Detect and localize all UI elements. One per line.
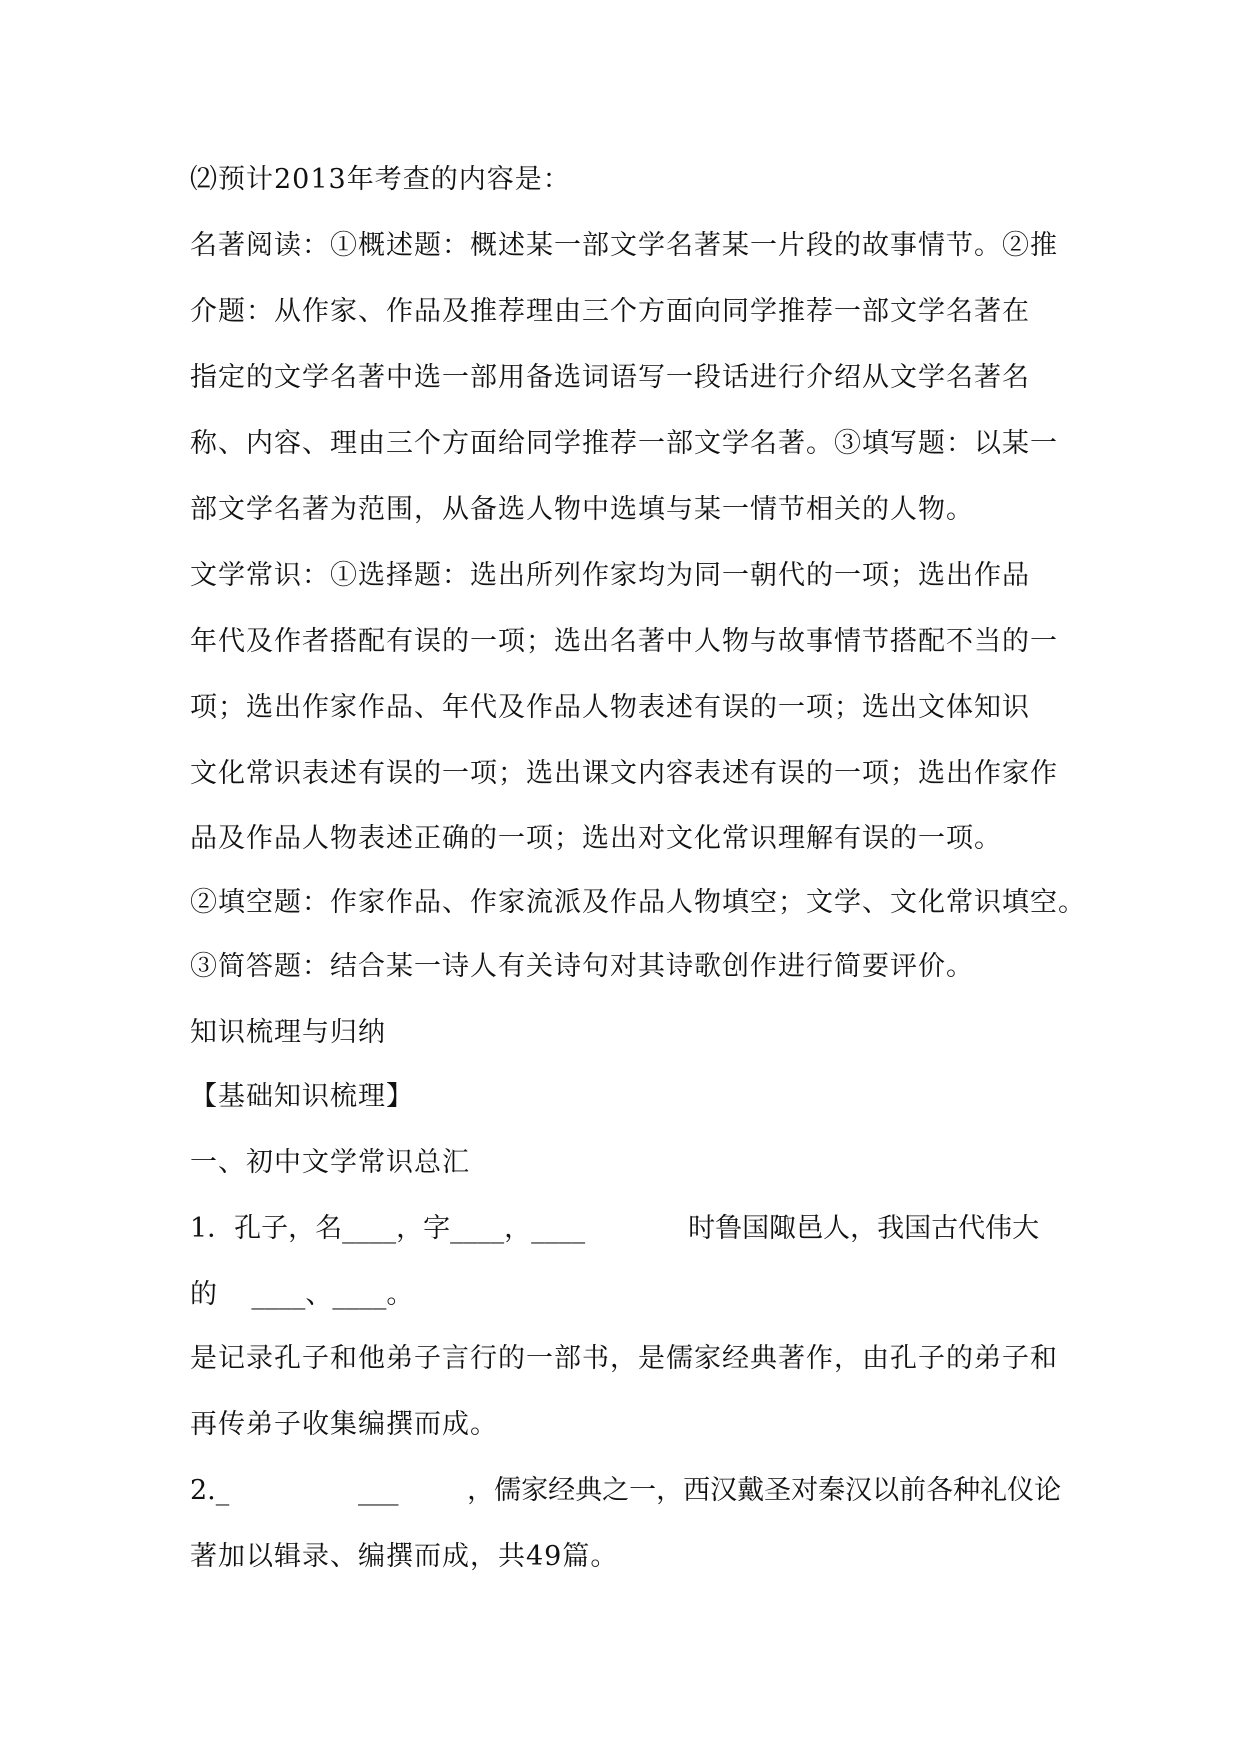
text-line: 文化常识表述有误的一项；选出课文内容表述有误的一项；选出作家作 <box>190 758 1058 789</box>
question-line: 的 ____、____。 <box>190 1279 414 1310</box>
text-line: ⑵预计2013年考查的内容是： <box>190 164 571 195</box>
text-line: 介题：从作家、作品及推荐理由三个方面向同学推荐一部文学名著在 <box>190 296 1030 327</box>
question-line: 2._ ___ ，儒家经典之一，西汉戴圣对秦汉以前各种礼仪论 <box>190 1475 1062 1506</box>
text-line: 项；选出作家作品、年代及作品人物表述有误的一项；选出文体知识 <box>190 692 1030 723</box>
text-line: 著加以辑录、编撰而成，共49篇。 <box>190 1541 619 1572</box>
text-line: 名著阅读：①概述题：概述某一部文学名著某一片段的故事情节。②推 <box>190 230 1058 261</box>
text-line: 指定的文学名著中选一部用备选词语写一段话进行介绍从文学名著名 <box>190 362 1030 393</box>
text-line: 是记录孔子和他弟子言行的一部书，是儒家经典著作，由孔子的弟子和 <box>190 1343 1058 1374</box>
section-heading: 知识梳理与归纳 <box>190 1017 386 1048</box>
question-line: 1．孔子，名____，字____，____ 时鲁国陬邑人，我国古代伟大 <box>190 1213 1040 1244</box>
section-heading: 一、初中文学常识总汇 <box>190 1147 470 1178</box>
text-line: 称、内容、理由三个方面给同学推荐一部文学名著。③填写题：以某一 <box>190 428 1058 459</box>
section-heading: 【基础知识梳理】 <box>190 1081 414 1112</box>
text-line: 部文学名著为范围，从备选人物中选填与某一情节相关的人物。 <box>190 494 974 525</box>
text-line: 再传弟子收集编撰而成。 <box>190 1409 498 1440</box>
text-line: ②填空题：作家作品、作家流派及作品人物填空；文学、文化常识填空。 <box>190 887 1086 918</box>
text-line: ③简答题：结合某一诗人有关诗句对其诗歌创作进行简要评价。 <box>190 951 974 982</box>
text-line: 文学常识：①选择题：选出所列作家均为同一朝代的一项；选出作品 <box>190 560 1030 591</box>
text-line: 品及作品人物表述正确的一项；选出对文化常识理解有误的一项。 <box>190 823 1002 854</box>
text-line: 年代及作者搭配有误的一项；选出名著中人物与故事情节搭配不当的一 <box>190 626 1058 657</box>
